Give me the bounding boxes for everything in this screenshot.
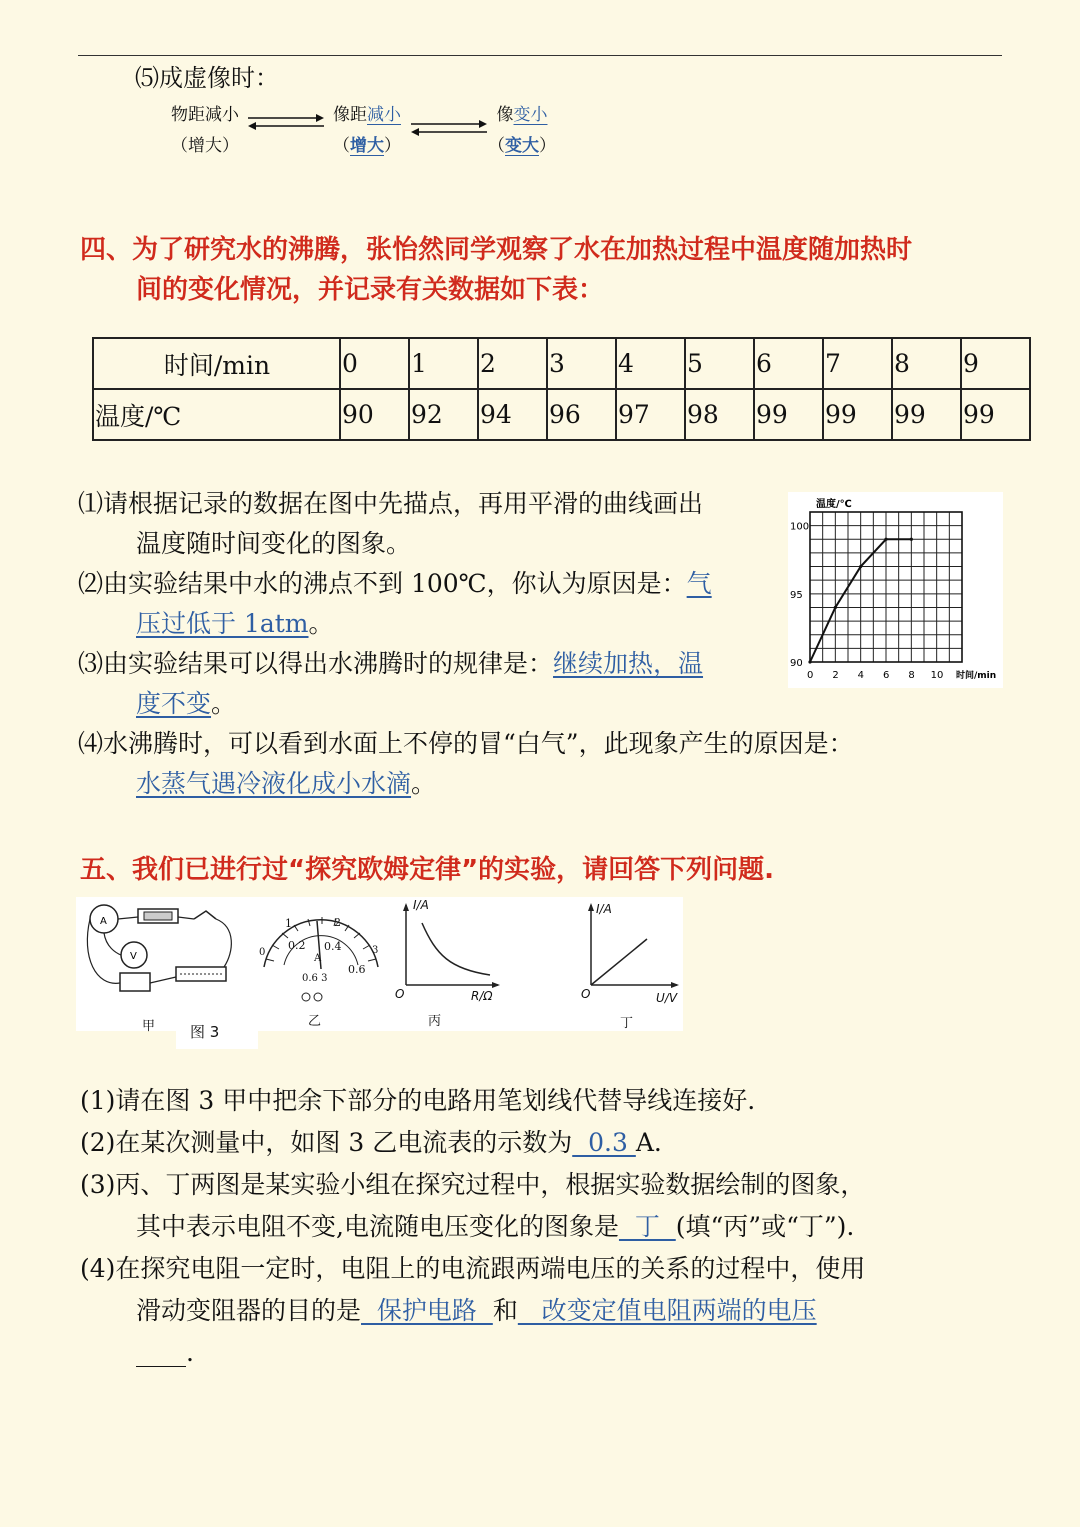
data-point <box>834 606 837 609</box>
ammeter-tick-1: 1 <box>285 917 292 930</box>
x-tick-label: 2 <box>832 670 839 681</box>
table-cell: 97 <box>616 389 685 440</box>
ammeter-tick-0.4: 0.4 <box>324 940 342 953</box>
section4-heading-line1: 四、为了研究水的沸腾，张怡然同学观察了水在加热过程中温度随加热时 <box>80 235 913 265</box>
q4-line1: ⑷水沸腾时，可以看到水面上不停的冒“白气”，此现象产生的原因是： <box>78 729 854 758</box>
table-cell: 4 <box>616 338 685 389</box>
graph-ding-origin: O <box>581 987 591 1001</box>
table-cell: 6 <box>754 338 823 389</box>
section5-heading: 五、我们已进行过“探究欧姆定律”的实验，请回答下列问题. <box>80 855 775 885</box>
paren-close: ） <box>539 136 556 156</box>
x-tick-label: 0 <box>807 670 814 681</box>
table-cell: 99 <box>892 389 961 440</box>
virtual-item-object-distance <box>160 100 250 156</box>
virtual-item-image-size <box>486 100 558 156</box>
table-cell: 92 <box>409 389 478 440</box>
table-cell: 94 <box>478 389 547 440</box>
q4-answer: 水蒸气遇冷液化成小水滴 <box>136 769 412 798</box>
table-row <box>93 389 1030 440</box>
s5-q4-mid: 和 <box>492 1296 518 1325</box>
q3-answer-part1: 继续加热，温 <box>553 649 704 678</box>
svg-text:A: A <box>100 916 107 927</box>
temperature-table <box>92 337 1031 441</box>
s5-q3-answer: 丁 <box>618 1212 676 1241</box>
table-row <box>93 338 1030 389</box>
top-rule <box>78 55 1002 56</box>
paren-close: ） <box>384 136 401 156</box>
paren-open: （ <box>488 136 505 156</box>
q3-end: 。 <box>211 689 237 718</box>
s5-q4-answer2: 改变定值电阻两端的电压 <box>517 1296 817 1325</box>
image-size-sub-answer: 变大 <box>505 136 539 156</box>
section4-heading <box>80 230 912 310</box>
table-cell: 96 <box>547 389 616 440</box>
label-ding: 丁 <box>620 1016 634 1031</box>
s5-q4-answer1: 保护电路 <box>361 1296 493 1325</box>
q2-answer-part2: 压过低于 1atm <box>136 609 309 638</box>
table-cell: 99 <box>754 389 823 440</box>
table-cell: 99 <box>961 389 1030 440</box>
table-cell: 98 <box>685 389 754 440</box>
image-distance-answer: 减小 <box>367 105 401 125</box>
y-axis-label: 温度/℃ <box>816 499 852 510</box>
graph-ding-ylabel: I/A <box>596 902 612 916</box>
q3-line1: ⑶由实验结果可以得出水沸腾时的规律是： <box>78 649 554 678</box>
table-cell: 3 <box>547 338 616 389</box>
s5-q2-answer: 0.3 <box>572 1128 636 1157</box>
table-header-temp: 温度/℃ <box>93 389 340 440</box>
graph-bing-ylabel: I/A <box>413 898 429 912</box>
x-axis-label: 时间/min <box>956 671 997 681</box>
table-cell: 7 <box>823 338 892 389</box>
s5-q3-suffix: (填“丙”或“丁”). <box>675 1212 855 1241</box>
table-cell: 9 <box>961 338 1030 389</box>
double-arrow-1 <box>246 112 326 132</box>
label-jia: 甲 <box>142 1019 156 1034</box>
q2-answer-part1: 气 <box>686 569 712 598</box>
y-tick-label: 95 <box>790 589 803 601</box>
fig3-label-box <box>176 1019 258 1049</box>
table-cell: 99 <box>823 389 892 440</box>
data-point <box>808 660 811 663</box>
circuit-diagram <box>76 897 251 1017</box>
s5-q4-tail: ____. <box>136 1338 194 1367</box>
ammeter-unit: A <box>314 953 322 964</box>
x-tick-label: 6 <box>883 670 890 681</box>
section5-questions <box>80 1080 865 1374</box>
ammeter-labels <box>256 907 386 1007</box>
ammeter-tick-3: 3 <box>372 945 379 956</box>
graph-bing-origin: O <box>395 987 405 1001</box>
ammeter-tick-0: 0 <box>259 947 266 958</box>
data-point <box>859 565 862 568</box>
s5-q4-prefix: 滑动变阻器的目的是 <box>136 1296 362 1325</box>
svg-text:V: V <box>130 951 137 962</box>
image-distance-prefix: 像距 <box>333 105 367 125</box>
s5-q4-line1: (4)在探究电阻一定时，电阻上的电流跟两端电压的关系的过程中，使用 <box>80 1254 866 1283</box>
table-cell: 90 <box>340 389 409 440</box>
s5-q3-line1: (3)丙、丁两图是某实验小组在探究过程中，根据实验数据绘制的图象， <box>80 1170 866 1199</box>
ammeter-tick-2: 2 <box>334 916 341 929</box>
temperature-chart <box>788 492 1003 688</box>
virtual-item-image-distance <box>326 100 408 156</box>
table-cell: 2 <box>478 338 547 389</box>
ammeter-tick-0.6: 0.6 <box>348 963 366 976</box>
table-cell: 1 <box>409 338 478 389</box>
object-distance-label: 物距减小 <box>171 105 239 125</box>
data-point <box>884 538 887 541</box>
s5-q2-prefix: (2)在某次测量中，如图 3 乙电流表的示数为 <box>80 1128 573 1157</box>
graph-ding-xlabel: U/V <box>656 991 678 1005</box>
x-tick-label: 4 <box>857 670 865 681</box>
s5-q2-suffix: A. <box>635 1128 662 1157</box>
label-fig3: 图 3 <box>190 1023 220 1041</box>
q2-end: 。 <box>308 609 334 638</box>
s5-q1: (1)请在图 3 甲中把余下部分的电路用笔划线代替导线连接好. <box>80 1086 756 1115</box>
ammeter-terminals: 0.6 3 <box>302 973 328 984</box>
s5-q3-prefix: 其中表示电阻不变,电流随电压变化的图象是 <box>136 1212 619 1241</box>
image-size-answer: 变小 <box>513 105 548 125</box>
object-distance-sub: （增大） <box>171 136 239 156</box>
table-header-time: 时间/min <box>93 338 340 389</box>
q1-line1: ⑴请根据记录的数据在图中先描点，再用平滑的曲线画出 <box>78 489 704 518</box>
label-bing: 丙 <box>428 1014 442 1029</box>
table-cell: 8 <box>892 338 961 389</box>
y-tick-label: 90 <box>790 658 803 669</box>
image-size-prefix: 像 <box>496 105 514 125</box>
q2-line1: ⑵由实验结果中水的沸点不到 100℃，你认为原因是： <box>78 569 687 598</box>
virtual-image-title: ⑸成虚像时： <box>135 64 279 92</box>
double-arrow-2 <box>409 118 489 138</box>
section4-questions <box>78 484 854 804</box>
paren-open: （ <box>333 136 350 156</box>
q3-answer-part2: 度不变 <box>136 689 212 718</box>
q4-end: 。 <box>411 769 437 798</box>
data-point <box>910 538 913 541</box>
label-yi: 乙 <box>308 1014 322 1029</box>
x-tick-label: 8 <box>908 670 915 681</box>
table-cell: 0 <box>340 338 409 389</box>
graph-bing-xlabel: R/Ω <box>471 989 493 1003</box>
graph-bing <box>396 903 506 1003</box>
q1-line2: 温度随时间变化的图象。 <box>136 529 412 558</box>
image-distance-sub-answer: 增大 <box>350 136 384 156</box>
graph-ding <box>581 903 681 1003</box>
x-tick-label: 10 <box>930 670 944 681</box>
ammeter-tick-0.2: 0.2 <box>288 939 306 952</box>
temperature-chart-box <box>788 492 1003 688</box>
y-tick-label: 100 <box>790 521 810 533</box>
figure3-panel <box>76 897 683 1041</box>
section4-heading-line2: 间的变化情况，并记录有关数据如下表： <box>136 275 605 305</box>
table-cell: 5 <box>685 338 754 389</box>
